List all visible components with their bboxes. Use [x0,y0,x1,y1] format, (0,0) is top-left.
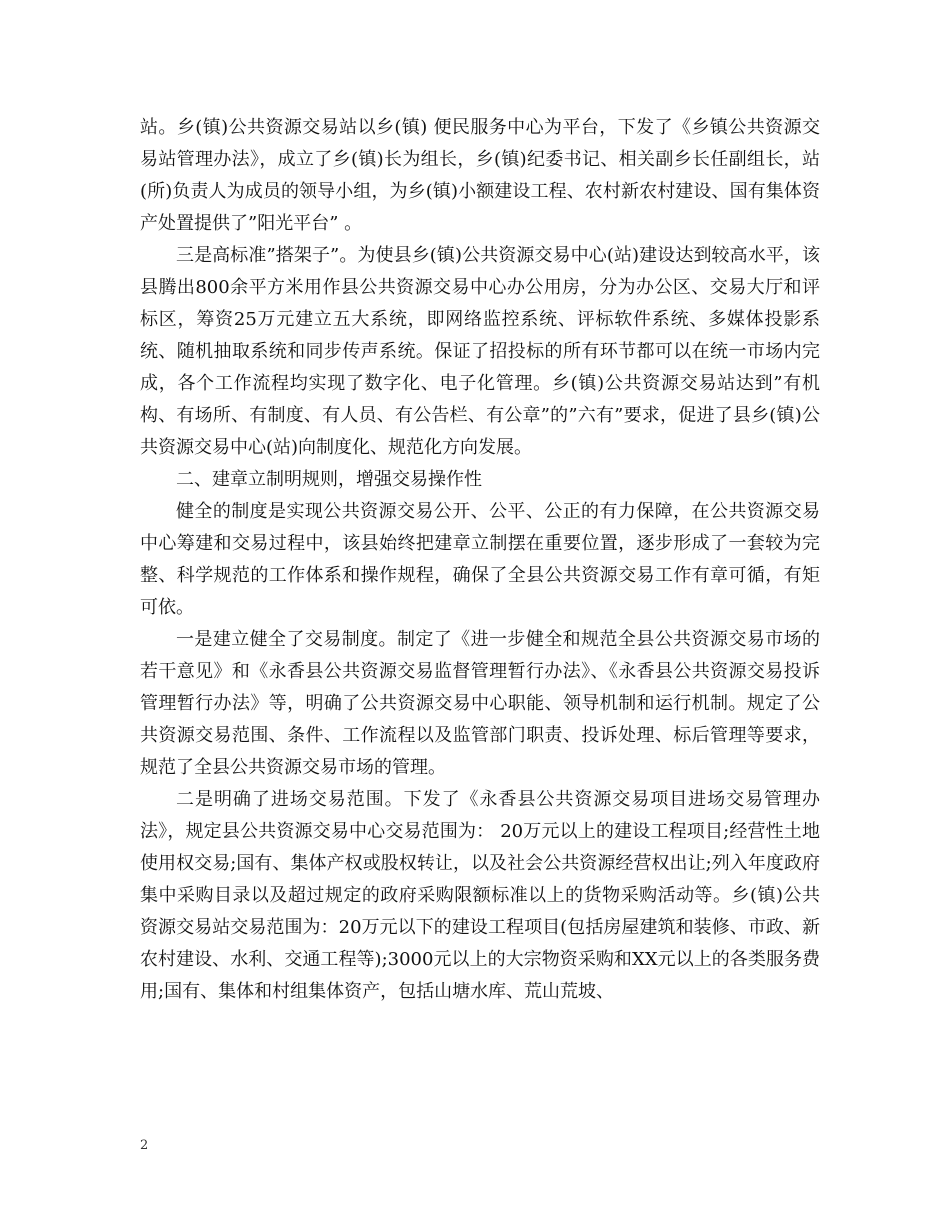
page-number: 2 [140,1138,149,1153]
paragraph-1: 站。乡(镇)公共资源交易站以乡(镇) 便民服务中心为平台，下发了《乡镇公共资源交易站管理办法》，成立了乡(镇)长为组长，乡(镇)纪委书记、相关副乡长任副组长，站(所)负责人为成员的领导小组，为乡(镇)小额建设工程、农村新农村建设、国有集体资产处置提供了”阳光平台” 。 [140,117,820,234]
document-body [140,112,820,1008]
paragraph-4: 一是建立健全了交易制度。制定了《进一步健全和规范全县公共资源交易市场的若干意见》和《永香县公共资源交易监督管理暂行办法》、《永香县公共资源交易投诉管理暂行办法》等，明确了公共资源交易中心职能、领导机制和运行机制。规定了公共资源交易范围、条件、工作流程以及监管部门职责、投诉处理、标后管理等要求，规范了全县公共资源交易市场的管理。 [140,629,820,778]
section-heading: 二、建章立制明规则，增强交易操作性 [176,469,482,490]
paragraph-5: 二是明确了进场交易范围。下发了《永香县公共资源交易项目进场交易管理办法》，规定县公共资源交易中心交易范围为： 20万元以上的建设工程项目;经营性土地使用权交易;国有、集体产权或股权转让，以及社会公共资源经营权出让;列入年度政府集中采购目录以及超过规定的政府采购限额标准以上的货物采购活动等。乡(镇)公共资源交易站交易范围为：20万元以下的建设工程项目(包括房屋建筑和装修、市政、新农村建设、水利、交通工程等);3000元以上的大宗物资采购和XX元以上的各类服务费用;国有、集体和村组集体资产，包括山塘水库、荒山荒坡、 [140,789,820,1002]
paragraph-2: 三是高标准”搭架子”。为使县乡(镇)公共资源交易中心(站)建设达到较高水平，该县腾出800余平方米用作县公共资源交易中心办公用房，分为办公区、交易大厅和评标区，筹资25万元建立五大系统，即网络监控系统、评标软件系统、多媒体投影系统、随机抽取系统和同步传声系统。保证了招投标的所有环节都可以在统一市场内完成，各个工作流程均实现了数字化、电子化管理。乡(镇)公共资源交易站达到”有机构、有场所、有制度、有人员、有公告栏、有公章”的”六有”要求，促进了县乡(镇)公共资源交易中心(站)向制度化、规范化方向发展。 [140,245,820,458]
paragraph-3: 健全的制度是实现公共资源交易公开、公平、公正的有力保障，在公共资源交易中心筹建和交易过程中，该县始终把建章立制摆在重要位置，逐步形成了一套较为完整、科学规范的工作体系和操作规程，确保了全县公共资源交易工作有章可循，有矩可依。 [140,501,820,618]
